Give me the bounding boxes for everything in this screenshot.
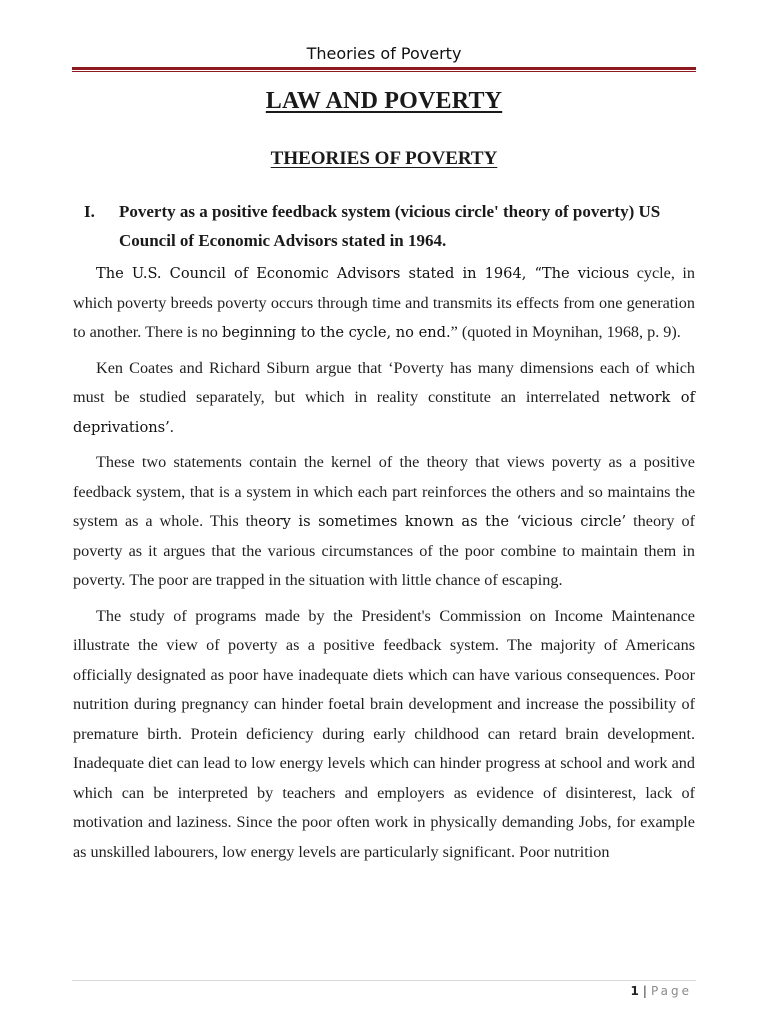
section-heading-text: Poverty as a positive feedback system (vicious circle' theory of poverty) US Council of Economic Advisors stated in 1964. [119, 202, 661, 250]
document-title: LAW AND POVERTY [265, 88, 503, 114]
document-subtitle: THEORIES OF POVERTY [270, 148, 498, 169]
paragraph-3-run-2: eory is sometimes known as the ‘vicious circle’ [258, 513, 627, 530]
running-header: Theories of Poverty [306, 44, 462, 63]
paragraph-2 [73, 354, 695, 443]
section-heading [84, 197, 696, 255]
paragraph-3 [73, 448, 695, 596]
footer-rule [72, 980, 696, 981]
paragraph-2-run-1: Ken Coates and Richard Siburn argue that ‘Poverty has many dimensions each of which must be studied separately, but which in reality constitute an interrelated [73, 358, 695, 406]
header-rule-thin [72, 71, 696, 72]
section-number: I. [84, 202, 95, 221]
paragraph-3-run-1: These two statements contain the kernel of the theory that views poverty as a positive feedback system, that is a system in which each part reinforces the others and so maintains the system as a whole. This th [73, 453, 695, 530]
paragraph-1-run-1: The U.S. Council of Economic Advisors stated in 1964, “The vicious [96, 265, 630, 282]
paragraph-1 [73, 259, 695, 348]
page-separator: | [642, 984, 647, 998]
body-text [73, 259, 695, 873]
page-footer [631, 984, 692, 998]
paragraph-1-run-3: beginning to the cycle, no end. [221, 324, 451, 341]
paragraph-3-run-3: theory of poverty as it argues that the various circumstances of the poor combine to maintain them in poverty. The poor are trapped in the situation with little chance of escaping. [73, 512, 695, 589]
page-label: Page [650, 984, 692, 998]
paragraph-2-run-3: . [169, 417, 174, 436]
page-number: 1 [630, 984, 639, 998]
paragraph-4 [73, 602, 695, 868]
paragraph-4-run-1: The study of programs made by the President's Commission on Income Maintenance illustrate the view of poverty as a positive feedback system. The majority of Americans officially designated as poor have inadequate diets which can have various consequences. Poor nutrition during pregnancy can hinder foetal brain development and increase the possibility of premature birth. Protein deficiency during early childhood can retard brain development. Inadequate diet can lead to low energy levels which can hinder progress at school and work and which can be interpreted by teachers and employers as evidence of disinterest, lack of motivation and laziness. Since the poor often work in physically demanding Jobs, for example as unskilled labourers, low energy levels are particularly significant. Poor nutrition [73, 606, 695, 861]
header-rule-thick [72, 67, 696, 70]
paragraph-1-run-4: ” (quoted in Moynihan, 1968, p. 9). [450, 323, 681, 341]
paragraph-1-run-2: cycle, in which poverty breeds poverty occurs through time and transmits its effects from one generation to another. There is no [73, 264, 695, 341]
paragraph-2-run-2: network of deprivations’ [73, 389, 695, 436]
